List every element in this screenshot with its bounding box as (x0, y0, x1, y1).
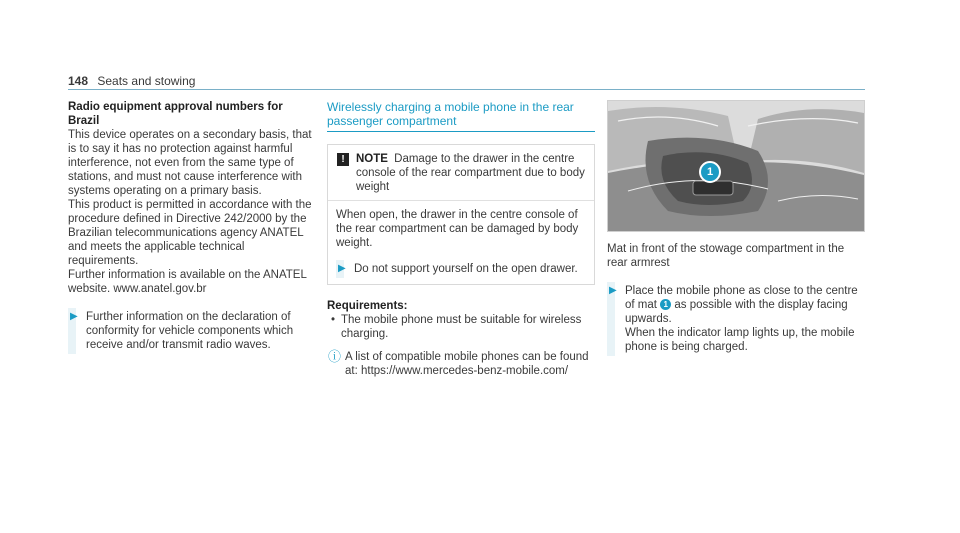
page-number: 148 (68, 74, 89, 88)
requirements-heading: Requirements: (327, 300, 408, 312)
section-title: Seats and stowing (97, 74, 196, 88)
note-summary: Damage to the drawer in the centre console of the rear compartment due to body weight (356, 153, 585, 193)
brazil-action-text: Further information on the declaration of conformity for vehicle components which receive and/or transmit radio waves. (86, 311, 294, 351)
action-arrow-icon: ▶ (338, 263, 346, 274)
info-note (327, 350, 595, 378)
note-action-step (336, 262, 586, 276)
note-tag: NOTE (356, 153, 388, 165)
mat-action-text-start: Place the mobile phone as close to the centre of mat (625, 285, 858, 311)
mat-action-result: When the indicator lamp lights up, the mobile phone is being charged. (625, 327, 855, 353)
action-arrow-icon: ▶ (609, 285, 617, 296)
note-action-text: Do not support yourself on the open drawer. (354, 263, 578, 275)
mat-number-badge: 1 (660, 299, 671, 310)
header-divider (68, 89, 865, 90)
brazil-heading: Radio equipment approval numbers for Brazil (68, 101, 283, 127)
image-caption: Mat in front of the stowage compartment in the rear armrest (607, 243, 845, 269)
requirements (327, 299, 595, 341)
action-arrow-icon: ▶ (70, 311, 78, 322)
note-box (327, 144, 595, 285)
mat-action-text (625, 284, 865, 326)
column-mat (607, 100, 865, 354)
warning-icon: ! (337, 153, 349, 166)
console-illustration (608, 101, 864, 231)
info-icon: ⓘ (328, 349, 342, 364)
note-body-text: When open, the drawer in the centre console of the rear compartment can be damaged by body weight. (336, 209, 579, 249)
mat-action-text-end: as possible with the display facing upwards. (625, 299, 848, 325)
column-brazil (68, 100, 316, 352)
note-header (328, 145, 594, 201)
wireless-section-title: Wirelessly charging a mobile phone in the rear passenger compartment (327, 100, 574, 128)
brazil-paragraph-3: Further information is available on the ANATEL website. www.anatel.gov.br (68, 269, 307, 295)
brazil-action-step (68, 310, 316, 352)
column-wireless (327, 100, 595, 378)
console-photo (607, 100, 865, 232)
info-text: A list of compatible mobile phones can be found at: https://www.mercedes-benz-mobile.com/ (345, 351, 589, 377)
requirement-item (327, 313, 595, 341)
brazil-paragraph-2: This product is permitted in accordance with the procedure defined in Directive 242/2000 by the Brazilian telecommunications agency ANATEL and meets the applicable technical requirements. (68, 199, 312, 267)
page-header (68, 74, 195, 88)
mat-action-step (607, 284, 865, 354)
note-body (328, 201, 594, 284)
section-divider (327, 131, 595, 132)
requirement-text: The mobile phone must be suitable for wireless charging. (341, 314, 582, 340)
bullet-icon: • (331, 314, 336, 326)
callout-badge-1: 1 (699, 161, 721, 183)
brazil-paragraph-1: This device operates on a secondary basis, that is to say it has no protection against harmful interference, not even from the same type of stations, and must not cause interference with systems operating on a primary basis. (68, 129, 312, 197)
